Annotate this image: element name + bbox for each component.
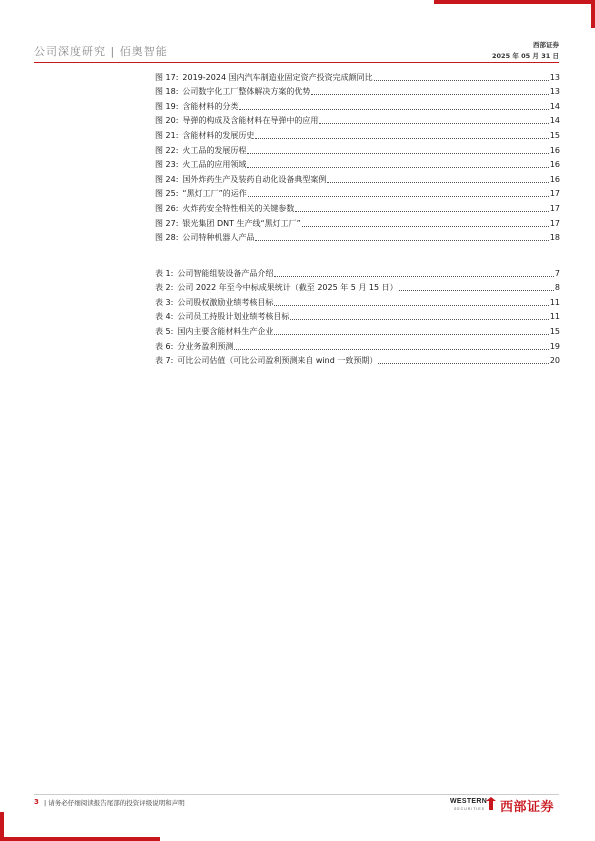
entry-number: 图 23: — [155, 160, 179, 170]
entry-page: 16 — [549, 174, 560, 184]
entry-title: 2019-2024 国内汽车制造业固定资产投资完成额同比 — [182, 72, 373, 82]
footer-disclaimer: | 请务必仔细阅读报告尾部的投资评级说明和声明 — [44, 799, 185, 807]
header-date: 2025 年 05 月 31 日 — [492, 52, 559, 60]
logo-english-name: WESTERN — [450, 798, 488, 805]
toc-entry[interactable] — [155, 185, 560, 200]
entry-number: 图 22: — [155, 145, 179, 155]
entry-number: 图 18: — [155, 87, 179, 97]
dot-leader — [274, 305, 548, 306]
toc-entry[interactable] — [155, 352, 560, 367]
dot-leader — [274, 334, 548, 335]
toc-entry[interactable] — [155, 229, 560, 244]
report-header-title: 公司深度研究 | 佰奥智能 — [34, 45, 168, 58]
entry-number: 图 20: — [155, 116, 179, 126]
entry-title: 火炸药安全特性相关的关键参数 — [182, 203, 295, 213]
dot-leader — [327, 182, 548, 183]
dot-leader — [247, 167, 548, 168]
corner-accent-right — [591, 0, 595, 28]
logo-english-subtitle: SECURITIES — [454, 807, 486, 811]
dot-leader — [378, 363, 548, 364]
entry-number: 表 3: — [155, 297, 174, 307]
entry-number: 图 24: — [155, 174, 179, 184]
entry-number: 表 4: — [155, 312, 174, 322]
entry-title: 可比公司估值（可比公司盈利预测来自 wind 一致预期） — [177, 356, 378, 366]
entry-number: 表 1: — [155, 268, 174, 278]
entry-title: 公司数字化工厂整体解决方案的优势 — [182, 87, 311, 97]
dot-leader — [290, 319, 548, 320]
toc-entry[interactable] — [155, 68, 560, 83]
dot-leader — [399, 290, 554, 291]
entry-page: 7 — [554, 268, 560, 278]
entry-title: “黑灯工厂”的运作 — [182, 189, 247, 199]
corner-accent-left — [0, 812, 4, 841]
entry-title: 国内主要含能材料生产企业 — [177, 326, 274, 336]
entry-page: 14 — [549, 101, 560, 111]
toc-entry[interactable] — [155, 112, 560, 127]
entry-title: 含能材料的分类 — [182, 101, 239, 111]
entry-page: 15 — [549, 130, 560, 140]
toc-entry[interactable] — [155, 264, 560, 279]
logo-chinese-name: 西部证券 — [500, 800, 555, 815]
entry-title: 公司员工持股计划业绩考核目标 — [177, 312, 290, 322]
entry-title: 公司股权激励业绩考核目标 — [177, 297, 274, 307]
entry-page: 17 — [549, 189, 560, 199]
company-logo — [450, 795, 560, 815]
toc-entry[interactable] — [155, 279, 560, 294]
toc-entry[interactable] — [155, 97, 560, 112]
entry-page: 17 — [549, 203, 560, 213]
toc-entry[interactable] — [155, 141, 560, 156]
entry-number: 图 25: — [155, 189, 179, 199]
toc-entry[interactable] — [155, 126, 560, 141]
header-brand: 西部证券 — [533, 41, 559, 49]
entry-number: 图 27: — [155, 218, 179, 228]
entry-number: 图 26: — [155, 203, 179, 213]
entry-page: 11 — [549, 297, 560, 307]
page-number: 3 — [34, 798, 39, 806]
entry-page: 20 — [549, 356, 560, 366]
entry-number: 图 21: — [155, 130, 179, 140]
entry-title: 国外炸药生产及装药自动化设备典型案例 — [182, 174, 327, 184]
dot-leader — [255, 138, 548, 139]
toc-entry[interactable] — [155, 293, 560, 308]
dot-leader — [302, 226, 549, 227]
toc-entry[interactable] — [155, 308, 560, 323]
header-divider — [34, 62, 559, 63]
dot-leader — [248, 196, 549, 197]
dot-leader — [274, 276, 554, 277]
entry-title: 公司特种机器人产品 — [182, 233, 255, 243]
entry-page: 11 — [549, 312, 560, 322]
table-list — [155, 264, 560, 366]
toc-entry[interactable] — [155, 83, 560, 98]
dot-leader — [239, 109, 548, 110]
entry-page: 13 — [549, 72, 560, 82]
entry-page: 16 — [549, 145, 560, 155]
figure-list — [155, 68, 560, 243]
toc-entry[interactable] — [155, 199, 560, 214]
corner-accent-bottom — [0, 837, 160, 841]
entry-page: 13 — [549, 87, 560, 97]
entry-number: 图 17: — [155, 72, 179, 82]
entry-page: 17 — [549, 218, 560, 228]
entry-number: 图 28: — [155, 233, 179, 243]
entry-title: 银光集团 DNT 生产线“黑灯工厂” — [182, 218, 301, 228]
entry-title: 分业务盈利预测 — [177, 341, 234, 351]
entry-title: 公司 2022 年至今中标成果统计（截至 2025 年 5 月 15 日） — [177, 283, 398, 293]
toc-entry[interactable] — [155, 156, 560, 171]
entry-number: 表 5: — [155, 326, 174, 336]
corner-accent-top — [434, 0, 595, 4]
entry-page: 19 — [549, 341, 560, 351]
entry-page: 18 — [549, 233, 560, 243]
dot-leader — [311, 94, 548, 95]
dot-leader — [374, 80, 549, 81]
entry-page: 14 — [549, 116, 560, 126]
dot-leader — [319, 123, 548, 124]
toc-entry[interactable] — [155, 170, 560, 185]
toc-entry[interactable] — [155, 214, 560, 229]
entry-page: 16 — [549, 160, 560, 170]
entry-title: 火工品的发展历程 — [182, 145, 247, 155]
entry-title: 火工品的应用领域 — [182, 160, 247, 170]
dot-leader — [234, 349, 548, 350]
logo-emblem-icon — [486, 797, 496, 810]
dot-leader — [295, 211, 548, 212]
entry-number: 表 2: — [155, 283, 174, 293]
entry-page: 15 — [549, 326, 560, 336]
entry-number: 表 7: — [155, 356, 174, 366]
entry-title: 导弹的构成及含能材料在导弹中的应用 — [182, 116, 319, 126]
entry-page: 8 — [554, 283, 560, 293]
entry-title: 含能材料的发展历史 — [182, 130, 255, 140]
dot-leader — [247, 153, 548, 154]
dot-leader — [255, 240, 548, 241]
toc-entry[interactable] — [155, 337, 560, 352]
entry-number: 图 19: — [155, 101, 179, 111]
toc-entry[interactable] — [155, 322, 560, 337]
entry-number: 表 6: — [155, 341, 174, 351]
entry-title: 公司智能组装设备产品介绍 — [177, 268, 274, 278]
